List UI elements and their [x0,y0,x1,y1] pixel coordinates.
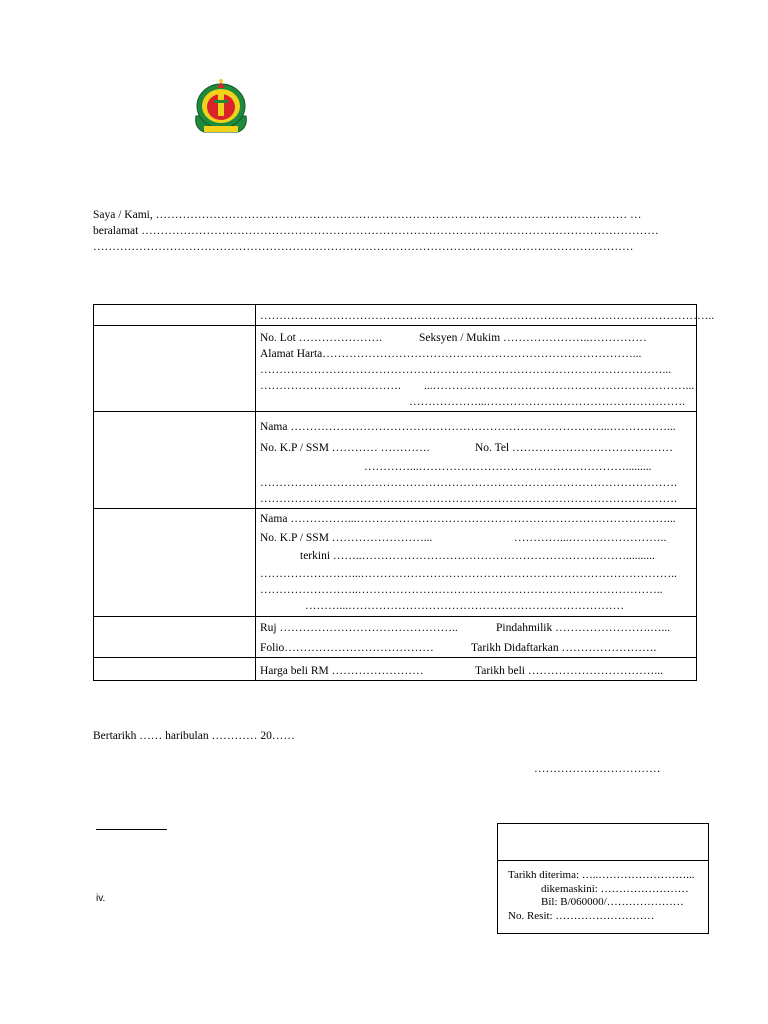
list-marker: iv. [96,893,106,904]
signature-line[interactable]: …………………………… [534,763,661,775]
owner-name-field[interactable]: Nama ………………………………………………………………………...……………... [260,421,676,433]
underline-divider [96,829,167,830]
property-address-field[interactable]: Alamat Harta………………………………………………………………………... [260,348,642,360]
buyer-extra-field[interactable]: …………...…………………….. [514,532,667,544]
purchase-price-field[interactable]: Harga beli RM …………………… [260,665,424,677]
buyer-address-line-2[interactable]: ……………………...……………………………………………………………………….. [260,568,677,580]
declaration-address-line[interactable]: beralamat ……………………………………………………………………………………………………………………… [93,225,659,237]
office-box-divider [498,860,708,861]
owner-address-line-2[interactable]: ………………………………………………………………………………………………. [260,477,677,489]
row-divider [94,616,696,617]
file-number-field[interactable]: Bil: B/060000/………………… [541,896,684,908]
declaration-name-line[interactable]: Saya / Kami, …………………………………………………………………………………………………………… … [93,209,642,221]
property-address-line-4[interactable]: ………………...……………………………………………. [409,396,685,408]
registration-date-field[interactable]: Tarikh Didaftarkan ……………………. [471,642,657,654]
dated-line[interactable]: Bertarikh …… haribulan ………… 20…… [93,730,295,742]
buyer-address-line-4[interactable]: ………...……………………………………………………………… [305,600,625,612]
row-divider [94,411,696,412]
property-address-line-3b[interactable]: ...…………………………………………………………... [424,380,695,392]
office-use-box [497,823,709,934]
declaration-address-line-2[interactable]: …………………………………………………………………………………………………………………………… [93,241,634,253]
section-mukim-field[interactable]: Seksyen / Mukim …………………..…………… [419,332,647,344]
owner-ic-field[interactable]: No. K.P / SSM ………… …………. [260,442,430,454]
buyer-address-line-3[interactable]: ……………………..…………………………………………………………………….. [260,584,663,596]
row-divider [94,657,696,658]
date-received-field[interactable]: Tarikh diterima: …..……………………... [508,869,695,881]
owner-phone-field[interactable]: No. Tel …………………………………… [475,442,673,454]
column-divider [255,305,256,680]
purchase-date-field[interactable]: Tarikh beli ……………………………... [475,665,663,677]
buyer-ic-field[interactable]: No. K.P / SSM ……………………... [260,532,433,544]
property-address-line-2[interactable]: ……………………………………………………………………………………………... [260,364,672,376]
property-address-line-3a[interactable]: ………………………………. [260,380,401,392]
property-form-table [93,304,715,681]
council-crest [190,76,252,138]
reference-field[interactable]: Ruj ……………………………………….. [260,622,458,634]
row-divider [94,325,696,326]
folio-field[interactable]: Folio………………………………… [260,642,434,654]
owner-address-line-1[interactable]: …………...………………………………………………......... [364,461,652,473]
owner-address-line-3[interactable]: ………………………………………………………………………………………………. [260,493,677,505]
row1-field[interactable]: ……………………………………………………………………………………………………….. [260,310,715,322]
date-updated-field[interactable]: dikemaskini: …………………… [541,883,689,895]
receipt-number-field[interactable]: No. Resit: ……………………… [508,910,655,922]
buyer-latest-address-field[interactable]: terkini ……..…………………………………………………………….......... [300,550,655,562]
state-crest-icon [190,76,252,138]
buyer-name-field[interactable]: Nama ……………...………………………………………………………………………... [260,513,676,525]
row-divider [94,508,696,509]
transfer-field[interactable]: Pindahmilik …………………….…... [496,622,671,634]
lot-number-field[interactable]: No. Lot …………………. [260,332,383,344]
